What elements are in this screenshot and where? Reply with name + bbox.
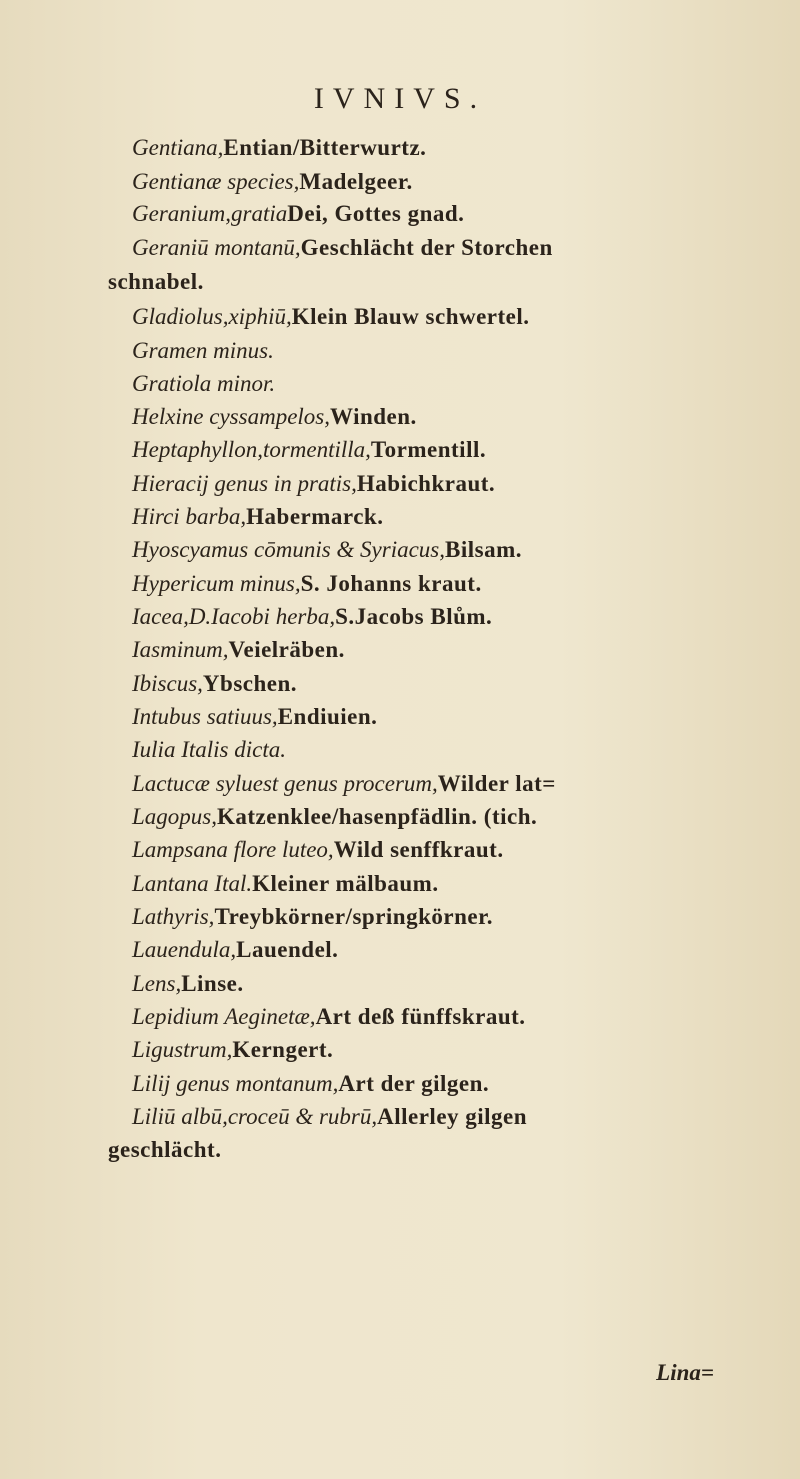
german-name: Geschlächt der Storchen xyxy=(300,235,553,260)
entry-line xyxy=(108,1136,221,1164)
entry-line xyxy=(132,134,426,162)
entry-line xyxy=(132,1070,489,1098)
entry-line xyxy=(132,303,530,331)
latin-name: Intubus satiuus, xyxy=(132,704,278,729)
entry-line xyxy=(132,536,522,564)
latin-name: Lactucæ syluest genus procerum, xyxy=(132,771,438,796)
german-name: Kleiner mälbaum. xyxy=(252,871,439,896)
german-name: Lauendel. xyxy=(236,937,339,962)
latin-name: Geraniū montanū, xyxy=(132,235,301,260)
entry-line xyxy=(132,470,495,498)
entry-line xyxy=(132,903,493,931)
german-name: Allerley gilgen xyxy=(377,1104,528,1129)
german-name: Dei, Gottes gnad. xyxy=(287,201,465,226)
entry-line xyxy=(132,836,504,864)
german-name: Bilsam. xyxy=(445,537,522,562)
latin-name: Gladiolus,xiphiū, xyxy=(132,304,292,329)
german-name: Entian/Bitterwurtz. xyxy=(223,135,427,160)
entry-line xyxy=(132,670,297,698)
entry-line xyxy=(108,268,204,296)
latin-name: Gentiana, xyxy=(132,135,224,160)
latin-name: Hypericum minus, xyxy=(132,571,301,596)
german-name: Katzenklee/hasenpfädlin. (tich. xyxy=(217,804,538,829)
entry-line xyxy=(132,870,439,898)
entry-line xyxy=(132,168,413,196)
latin-name: Geranium,gratia xyxy=(132,201,288,226)
latin-name: Heptaphyllon,tormentilla, xyxy=(132,437,371,462)
entry-line xyxy=(132,1036,333,1064)
german-name: Endiuien. xyxy=(277,704,378,729)
latin-name: Lepidium Aeginetæ, xyxy=(132,1004,316,1029)
entry-line xyxy=(132,337,274,365)
german-name: Madelgeer. xyxy=(299,169,413,194)
german-name: Art deß fünffskraut. xyxy=(315,1004,526,1029)
latin-name: Lathyris, xyxy=(132,904,215,929)
german-name: Wild senffkraut. xyxy=(333,837,504,862)
entry-line xyxy=(132,200,464,228)
german-name: Treybkörner/springkörner. xyxy=(214,904,493,929)
entry-line xyxy=(132,936,338,964)
latin-name: Lilij genus montanum, xyxy=(132,1071,339,1096)
entry-line xyxy=(132,503,383,531)
german-name: Klein Blauw schwertel. xyxy=(291,304,530,329)
german-name: Habichkraut. xyxy=(356,471,496,496)
german-name: Habermarck. xyxy=(246,504,384,529)
latin-name: Lagopus, xyxy=(132,804,217,829)
latin-name: Lantana Ital. xyxy=(132,871,253,896)
german-name: Winden. xyxy=(330,404,417,429)
entry-line xyxy=(132,770,556,798)
latin-name: Gratiola minor. xyxy=(132,371,276,396)
entry-line xyxy=(132,803,537,831)
entry-line xyxy=(132,603,492,631)
latin-name: Ligustrum, xyxy=(132,1037,233,1062)
latin-name: Liliū albū,croceū & rubrū, xyxy=(132,1104,378,1129)
entry-line xyxy=(132,570,482,598)
latin-name: Lauendula, xyxy=(132,937,237,962)
latin-name: Gentianæ species, xyxy=(132,169,300,194)
latin-name: Ibiscus, xyxy=(132,671,203,696)
running-head: IVNIVS. xyxy=(313,82,487,115)
latin-name: Hyoscyamus cōmunis & Syriacus, xyxy=(132,537,446,562)
entry-line xyxy=(132,736,286,764)
german-name: Art der gilgen. xyxy=(338,1071,490,1096)
entry-line xyxy=(132,1003,526,1031)
german-name: Wilder lat= xyxy=(437,771,556,796)
german-name: Kerngert. xyxy=(232,1037,334,1062)
german-name: Linse. xyxy=(181,971,244,996)
latin-name: Gramen minus. xyxy=(132,338,274,363)
latin-name: Helxine cyssampelos, xyxy=(132,404,330,429)
german-name: Veielräben. xyxy=(228,637,345,662)
german-name: schnabel. xyxy=(108,269,204,294)
catchword: Lina= xyxy=(656,1360,714,1385)
entry-line xyxy=(132,234,553,262)
german-name: S.Jacobs Blům. xyxy=(335,604,493,629)
entry-line xyxy=(132,1103,527,1131)
german-name: S. Johanns kraut. xyxy=(300,571,482,596)
entry-line xyxy=(132,636,345,664)
entry-line xyxy=(132,970,244,998)
entry-line xyxy=(132,370,275,398)
german-name: Tormentill. xyxy=(370,437,487,462)
latin-name: Hirci barba, xyxy=(132,504,247,529)
german-name: geschlächt. xyxy=(108,1137,222,1162)
entry-line xyxy=(132,436,486,464)
latin-name: Hieracij genus in pratis, xyxy=(132,471,357,496)
latin-name: Iacea,D.Iacobi herba, xyxy=(132,604,336,629)
latin-name: Iulia Italis dicta. xyxy=(132,737,286,762)
german-name: Ybschen. xyxy=(202,671,298,696)
entry-line xyxy=(132,403,417,431)
latin-name: Iasminum, xyxy=(132,637,229,662)
latin-name: Lens, xyxy=(132,971,182,996)
entry-line xyxy=(132,703,377,731)
latin-name: Lampsana flore luteo, xyxy=(132,837,334,862)
